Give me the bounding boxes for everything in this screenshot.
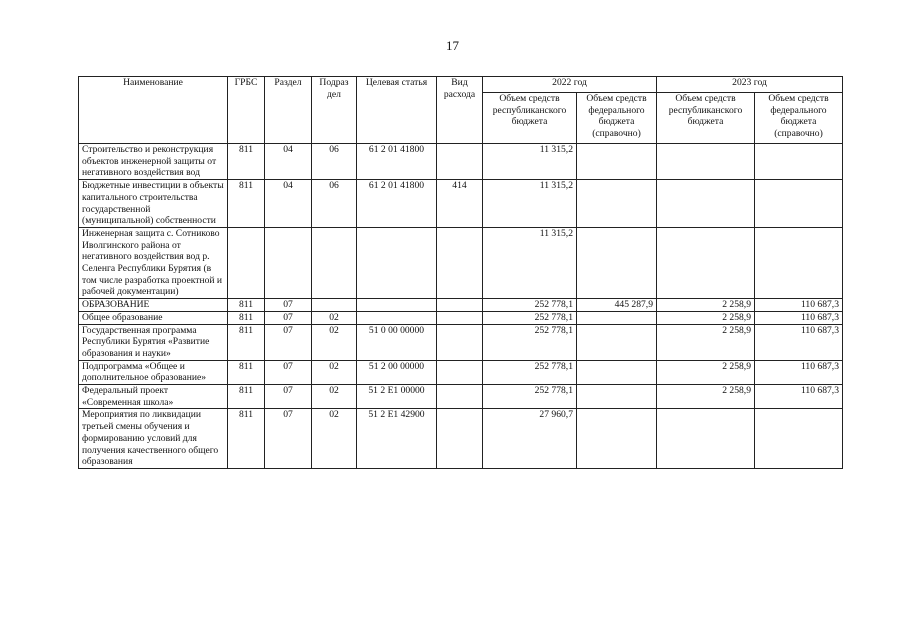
header-fed-2023: Объем средств федерального бюджета (справочно) (755, 93, 843, 144)
cell-rep-2023: 2 258,9 (657, 385, 755, 409)
cell-fed-2023: 110 687,3 (755, 299, 843, 312)
cell-target (357, 299, 437, 312)
cell-fed-2023 (755, 227, 843, 298)
cell-grbs: 811 (228, 311, 265, 324)
cell-target: 51 2 E1 00000 (357, 385, 437, 409)
cell-grbs (228, 227, 265, 298)
cell-subsection (312, 227, 357, 298)
cell-subsection: 06 (312, 180, 357, 228)
cell-rep-2023: 2 258,9 (657, 299, 755, 312)
cell-expense-type: 414 (437, 180, 483, 228)
cell-expense-type (437, 227, 483, 298)
cell-name: Строительство и реконструкция объектов инженерной защиты от негативного воздействия вод (79, 144, 228, 180)
cell-fed-2023 (755, 180, 843, 228)
header-grbs: ГРБС (228, 77, 265, 144)
cell-expense-type (437, 360, 483, 384)
table-row (79, 409, 843, 469)
cell-fed-2023: 110 687,3 (755, 385, 843, 409)
cell-section: 07 (265, 360, 312, 384)
cell-name: Государственная программа Республики Бурятия «Развитие образования и науки» (79, 324, 228, 360)
cell-subsection: 02 (312, 360, 357, 384)
cell-section: 07 (265, 385, 312, 409)
cell-section: 07 (265, 311, 312, 324)
cell-fed-2023: 110 687,3 (755, 311, 843, 324)
cell-grbs: 811 (228, 299, 265, 312)
cell-expense-type (437, 385, 483, 409)
cell-name: Общее образование (79, 311, 228, 324)
cell-section: 07 (265, 299, 312, 312)
cell-fed-2022 (577, 385, 657, 409)
cell-fed-2023: 110 687,3 (755, 324, 843, 360)
cell-fed-2023 (755, 144, 843, 180)
cell-section: 07 (265, 409, 312, 469)
cell-name: Инженерная защита с. Сотниково Иволгинского района от негативного воздействия вод р. Селенга Республики Бурятия (в том числе разработка проектной и рабочей документации) (79, 227, 228, 298)
cell-name: Бюджетные инвестиции в объекты капитального строительства государственной (муниципальной) собственности (79, 180, 228, 228)
cell-grbs: 811 (228, 385, 265, 409)
header-name: Наименование (79, 77, 228, 144)
cell-fed-2022 (577, 360, 657, 384)
table-row (79, 227, 843, 298)
cell-rep-2022: 11 315,2 (483, 227, 577, 298)
cell-rep-2022: 11 315,2 (483, 180, 577, 228)
cell-fed-2022 (577, 409, 657, 469)
cell-fed-2022 (577, 180, 657, 228)
cell-target: 61 2 01 41800 (357, 180, 437, 228)
cell-fed-2023 (755, 409, 843, 469)
page-number: 17 (446, 38, 459, 53)
table-row (79, 360, 843, 384)
header-rep-2023: Объем средств республиканского бюджета (657, 93, 755, 144)
cell-target (357, 227, 437, 298)
cell-target: 61 2 01 41800 (357, 144, 437, 180)
cell-rep-2023 (657, 144, 755, 180)
cell-section (265, 227, 312, 298)
cell-name: Мероприятия по ликвидации третьей смены обучения и формированию условий для получения качественного общего образования (79, 409, 228, 469)
cell-subsection: 02 (312, 385, 357, 409)
cell-rep-2023 (657, 227, 755, 298)
header-section: Раздел (265, 77, 312, 144)
cell-rep-2023 (657, 409, 755, 469)
cell-subsection: 02 (312, 311, 357, 324)
cell-expense-type (437, 311, 483, 324)
cell-rep-2023: 2 258,9 (657, 311, 755, 324)
cell-section: 04 (265, 180, 312, 228)
header-rep-2022: Объем средств республиканского бюджета (483, 93, 577, 144)
header-year-2022: 2022 год (483, 77, 657, 93)
table-row (79, 299, 843, 312)
cell-expense-type (437, 409, 483, 469)
cell-target: 51 2 00 00000 (357, 360, 437, 384)
cell-rep-2022: 11 315,2 (483, 144, 577, 180)
cell-expense-type (437, 144, 483, 180)
cell-grbs: 811 (228, 324, 265, 360)
header-target: Целевая статья (357, 77, 437, 144)
cell-section: 07 (265, 324, 312, 360)
cell-rep-2023 (657, 180, 755, 228)
cell-grbs: 811 (228, 360, 265, 384)
table-row (79, 324, 843, 360)
cell-rep-2022: 252 778,1 (483, 311, 577, 324)
cell-subsection (312, 299, 357, 312)
cell-fed-2022 (577, 144, 657, 180)
cell-rep-2023: 2 258,9 (657, 324, 755, 360)
cell-rep-2022: 252 778,1 (483, 360, 577, 384)
table-row (79, 385, 843, 409)
cell-name: Подпрограмма «Общее и дополнительное образование» (79, 360, 228, 384)
cell-target (357, 311, 437, 324)
cell-grbs: 811 (228, 180, 265, 228)
table-row (79, 144, 843, 180)
header-expense-type: Вид расхода (437, 77, 483, 144)
cell-section: 04 (265, 144, 312, 180)
cell-rep-2023: 2 258,9 (657, 360, 755, 384)
cell-subsection: 02 (312, 409, 357, 469)
cell-target: 51 2 E1 42900 (357, 409, 437, 469)
header-fed-2022: Объем средств федерального бюджета (справочно) (577, 93, 657, 144)
cell-expense-type (437, 324, 483, 360)
cell-subsection: 02 (312, 324, 357, 360)
cell-rep-2022: 252 778,1 (483, 385, 577, 409)
header-year-2023: 2023 год (657, 77, 843, 93)
cell-fed-2022 (577, 311, 657, 324)
cell-name: Федеральный проект «Современная школа» (79, 385, 228, 409)
cell-name: ОБРАЗОВАНИЕ (79, 299, 228, 312)
cell-expense-type (437, 299, 483, 312)
cell-grbs: 811 (228, 409, 265, 469)
cell-fed-2022: 445 287,9 (577, 299, 657, 312)
header-subsection: Подраз дел (312, 77, 357, 144)
cell-rep-2022: 252 778,1 (483, 324, 577, 360)
table-row (79, 311, 843, 324)
budget-table (78, 76, 843, 469)
cell-grbs: 811 (228, 144, 265, 180)
cell-fed-2023: 110 687,3 (755, 360, 843, 384)
table-row (79, 180, 843, 228)
cell-rep-2022: 252 778,1 (483, 299, 577, 312)
cell-subsection: 06 (312, 144, 357, 180)
cell-fed-2022 (577, 324, 657, 360)
cell-fed-2022 (577, 227, 657, 298)
cell-rep-2022: 27 960,7 (483, 409, 577, 469)
cell-target: 51 0 00 00000 (357, 324, 437, 360)
